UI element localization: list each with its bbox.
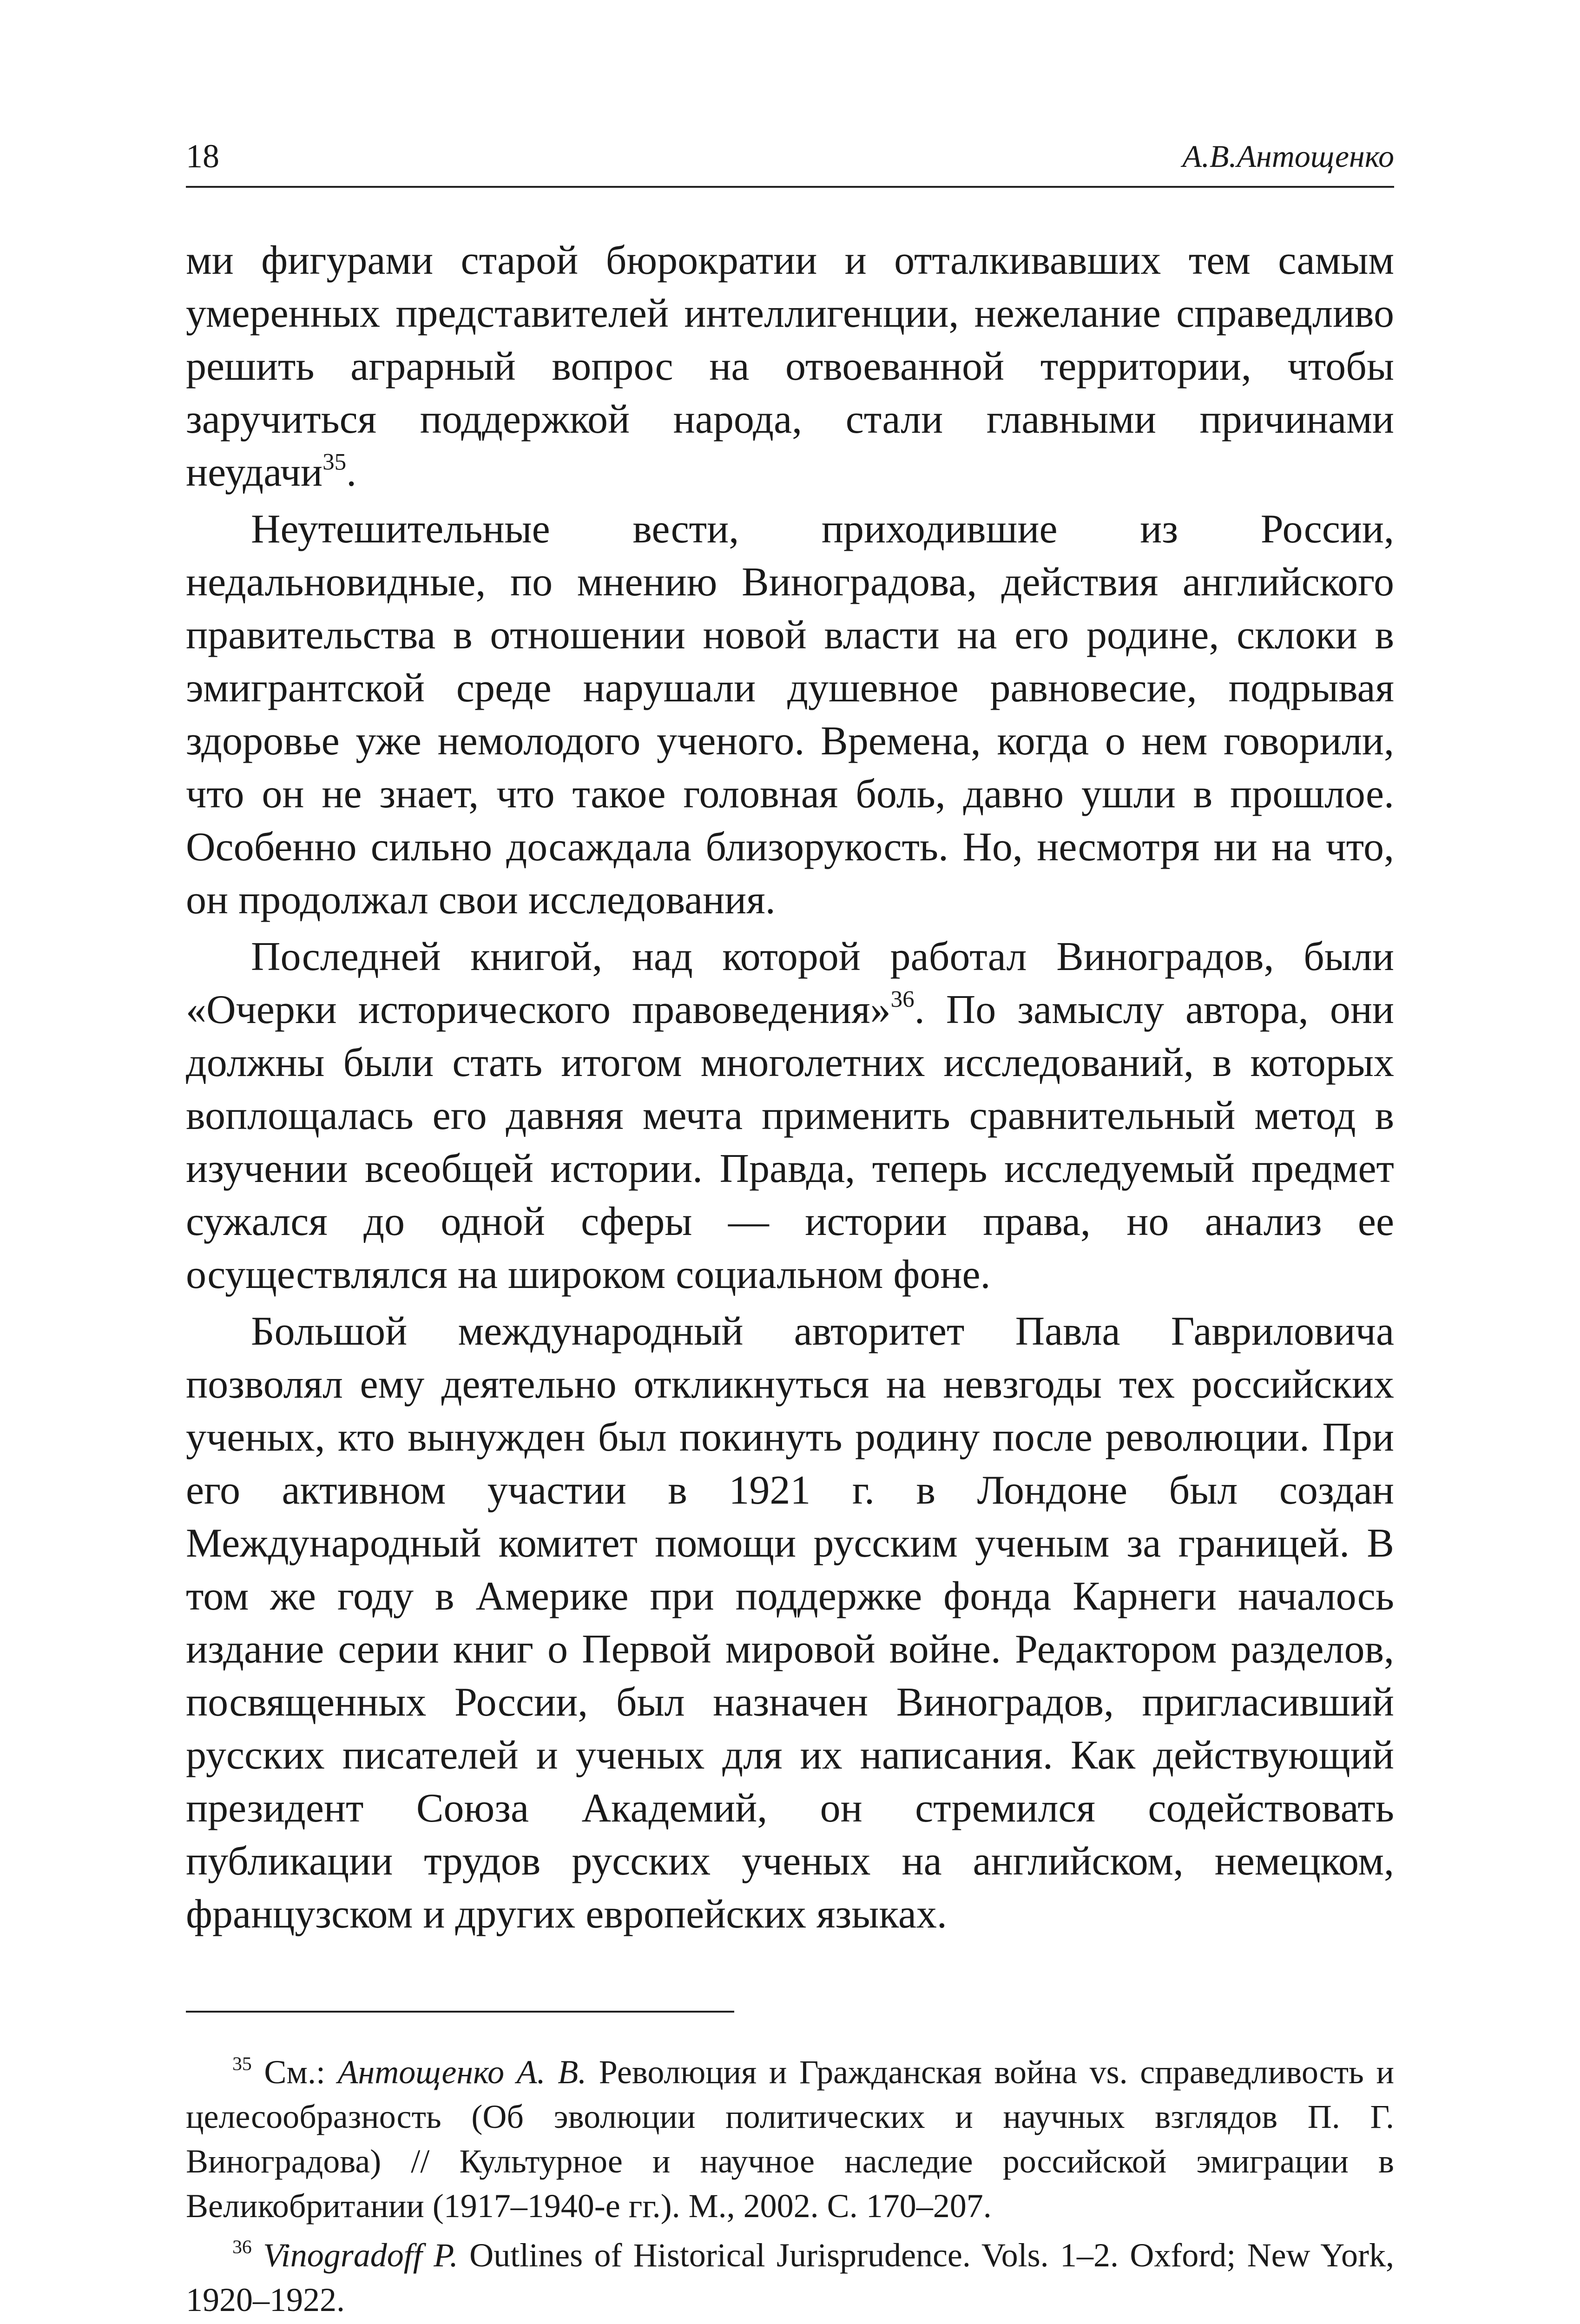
- footnote-ref[interactable]: 36: [890, 986, 915, 1013]
- footnote: [186, 2050, 1394, 2228]
- main-text: [186, 234, 1394, 1941]
- footnote-number: 36: [232, 2236, 252, 2258]
- book-page: [186, 130, 1395, 2318]
- footnote: [186, 2233, 1394, 2322]
- paragraph: [186, 1305, 1394, 1941]
- footnote-ref[interactable]: 35: [323, 449, 347, 475]
- paragraph-text: Последней книгой, над которой работал Виноградов, были «Очерки исторического правоведения»: [186, 934, 1394, 1032]
- footnote-text: Outlines of Historical Jurisprudence. Vols. 1–2. Oxford; New York, 1920–1922.: [186, 2237, 1394, 2318]
- page-number: 18: [186, 138, 219, 175]
- footnote-author: Антощенко А. В.: [337, 2053, 587, 2091]
- paragraph-text-end: . По замыслу автора, они должны были стать итогом многолетних исследований, в которых воплощалась его давняя мечта применить сравнительный метод в изучении всеобщей истории. Правда, теперь исследуемый предмет сужался до одной сферы — истории права, но анализ ее осуществлялся на широком социальном фоне.: [186, 987, 1395, 1297]
- paragraph-text: ми фигурами старой бюрократии и отталкивавших тем самым умеренных представителей интеллигенции, нежелание справедливо решить аграрный вопрос на отвоеванной территории, чтобы заручиться поддержкой народа, стали главными причинами неудачи: [186, 238, 1394, 495]
- footnote-divider: [186, 2011, 734, 2013]
- paragraph: [186, 234, 1394, 499]
- paragraph: [186, 931, 1394, 1301]
- footnote-number: 35: [232, 2053, 252, 2075]
- running-header: [186, 130, 1394, 188]
- paragraph-text-end: .: [346, 450, 357, 495]
- footnote-prefix: См.:: [264, 2053, 338, 2091]
- paragraph-text: Большой международный авторитет Павла Гавриловича позволял ему деятельно откликнуться на невзгоды тех российских ученых, кто вынужден был покинуть родину после революции. При его активном участии в 1921 г. в Лондоне был создан Международный комитет помощи русским ученым за границей. В том же году в Америке при поддержке фонда Карнеги началось издание серии книг о Первой мировой войне. Редактором разделов, посвященных России, был назначен Виноградов, пригласивший русских писателей и ученых для их написания. Как действующий президент Союза Академий, он стремился содействовать публикации трудов русских ученых на английском, немецком, французском и других европейских языках.: [186, 1309, 1394, 1937]
- footnotes: [186, 2050, 1394, 2322]
- paragraph: [186, 503, 1394, 927]
- footnote-author: Vinogradoff P.: [263, 2237, 458, 2274]
- footnote-text: Революция и Гражданская война vs. справедливость и целесообразность (Об эволюции политических и научных взглядов П. Г. Виноградова) // Культурное и научное наследие российской эмиграции в Великобритании (1917–1940-е гг.). М., 2002. С. 170–207.: [186, 2053, 1395, 2225]
- paragraph-text: Неутешительные вести, приходившие из России, недальновидные, по мнению Виноградова, действия английского правительства в отношении новой власти на его родине, склоки в эмигрантской среде нарушали душевное равновесие, подрывая здоровье уже немолодого ученого. Времена, когда о нем говорили, что он не знает, что такое головная боль, давно ушли в прошлое. Особенно сильно досаждала близорукость. Но, несмотря ни на что, он продолжал свои исследования.: [186, 507, 1394, 923]
- running-head-author: А.В.Антощенко: [1182, 139, 1394, 174]
